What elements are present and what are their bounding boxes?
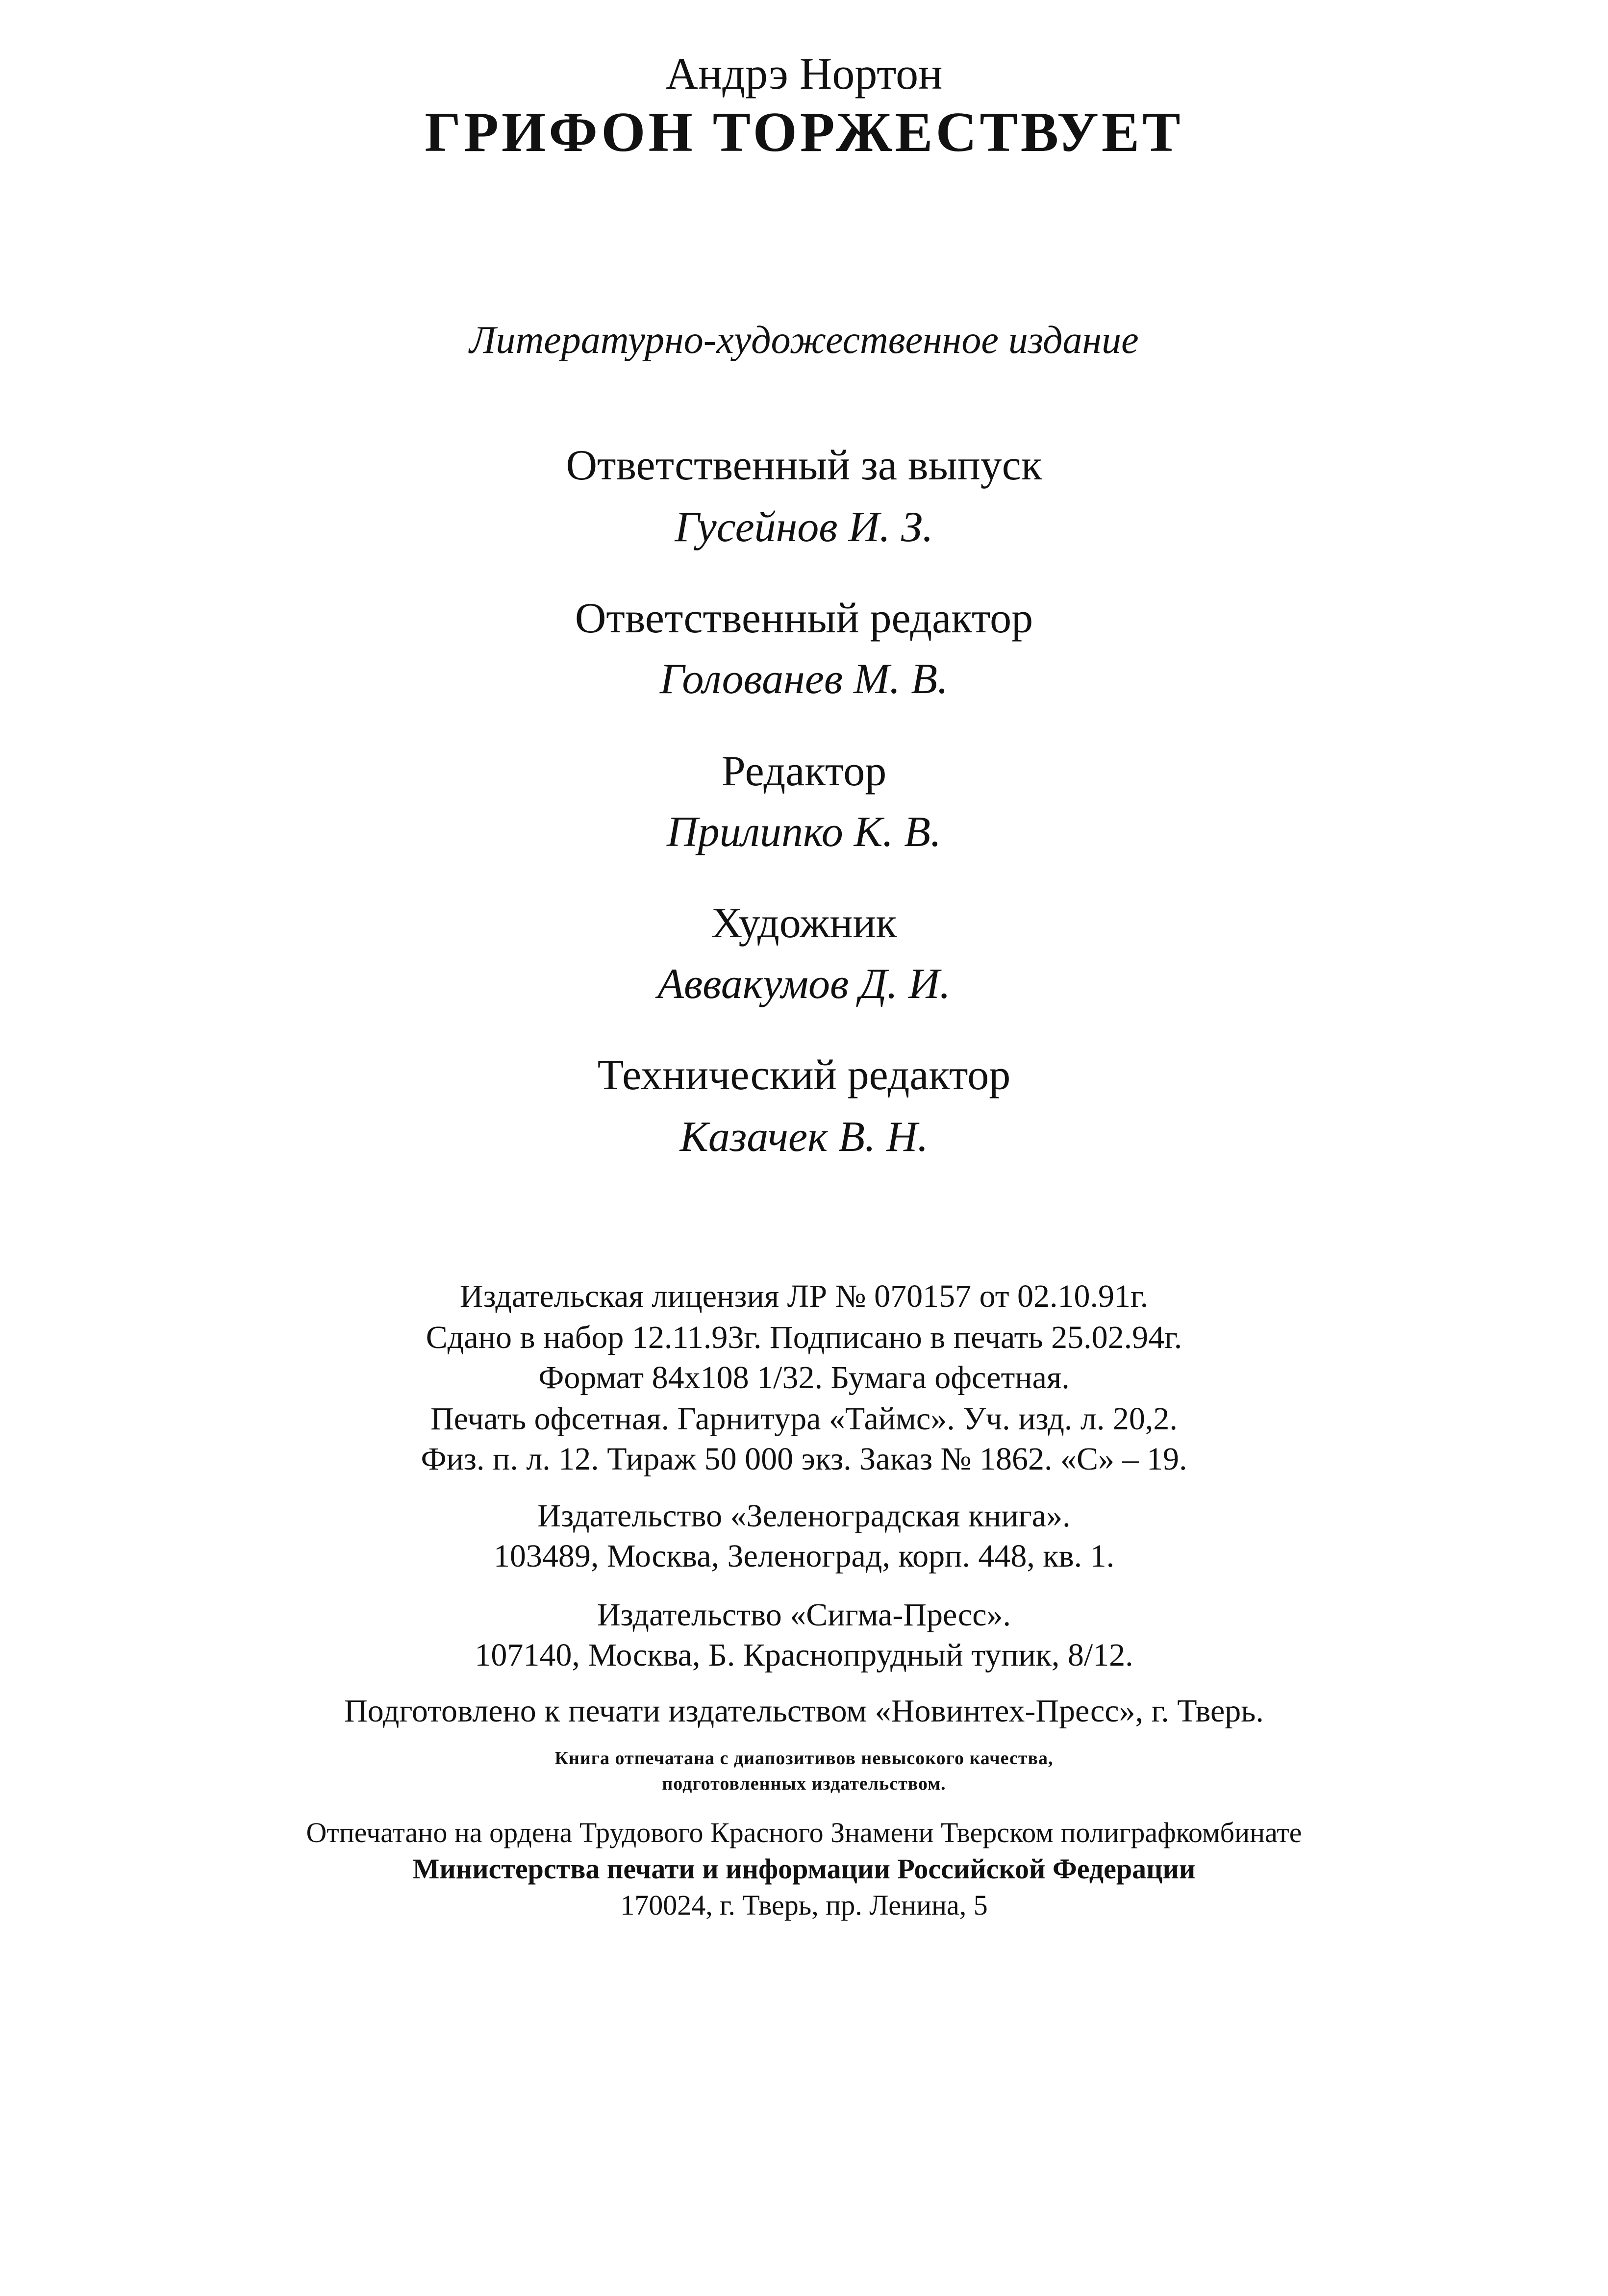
publisher-name: Издательство «Зеленоградская книга».	[537, 1498, 1071, 1534]
imprint-line: Сдано в набор 12.11.93г. Подписано в печать 25.02.94г.	[426, 1320, 1182, 1355]
credit-person: Казачек В. Н.	[679, 1113, 929, 1161]
quality-note-line: Книга отпечатана с диапозитивов невысокого качества,	[554, 1748, 1054, 1769]
printer-line: Отпечатано на ордена Трудового Красного Знамени Тверском полиграфкомбинате	[306, 1817, 1302, 1848]
credit-role: Ответственный за выпуск	[566, 442, 1042, 489]
printer-address: 170024, г. Тверь, пр. Ленина, 5	[620, 1889, 988, 1921]
quality-note-line: подготовленных издательством.	[662, 1773, 946, 1794]
imprint-line: Формат 84х108 1/32. Бумага офсетная.	[538, 1360, 1070, 1396]
book-author: Андрэ Нортон	[665, 49, 943, 99]
prepared-by: Подготовлено к печати издательством «Новинтех-Пресс», г. Тверь.	[344, 1693, 1264, 1729]
credit-person: Голованев М. В.	[659, 655, 949, 703]
publisher-name: Издательство «Сигма-Пресс».	[597, 1597, 1011, 1633]
publisher-address: 107140, Москва, Б. Краснопрудный тупик, 8/12.	[475, 1637, 1133, 1673]
credit-person: Прилипко К. В.	[667, 808, 941, 856]
book-title: ГРИФОН ТОРЖЕСТВУЕТ	[425, 101, 1183, 164]
credit-role: Ответственный редактор	[575, 595, 1033, 642]
credit-role: Художник	[711, 899, 897, 947]
credit-person: Аввакумов Д. И.	[657, 960, 951, 1008]
imprint-line: Физ. п. л. 12. Тираж 50 000 экз. Заказ № 1862. «С» – 19.	[421, 1441, 1187, 1477]
credit-person: Гусейнов И. З.	[675, 503, 933, 551]
printer-line: Министерства печати и информации Российской Федерации	[412, 1853, 1196, 1885]
credit-role: Редактор	[721, 748, 887, 795]
publisher-address: 103489, Москва, Зеленоград, корп. 448, кв. 1.	[493, 1538, 1115, 1574]
imprint-line: Печать офсетная. Гарнитура «Таймс». Уч. изд. л. 20,2.	[430, 1401, 1178, 1437]
credit-role: Технический редактор	[597, 1051, 1011, 1099]
imprint-line: Издательская лицензия ЛР № 070157 от 02.10.91г.	[459, 1278, 1149, 1314]
edition-type: Литературно-художественное издание	[469, 319, 1139, 362]
